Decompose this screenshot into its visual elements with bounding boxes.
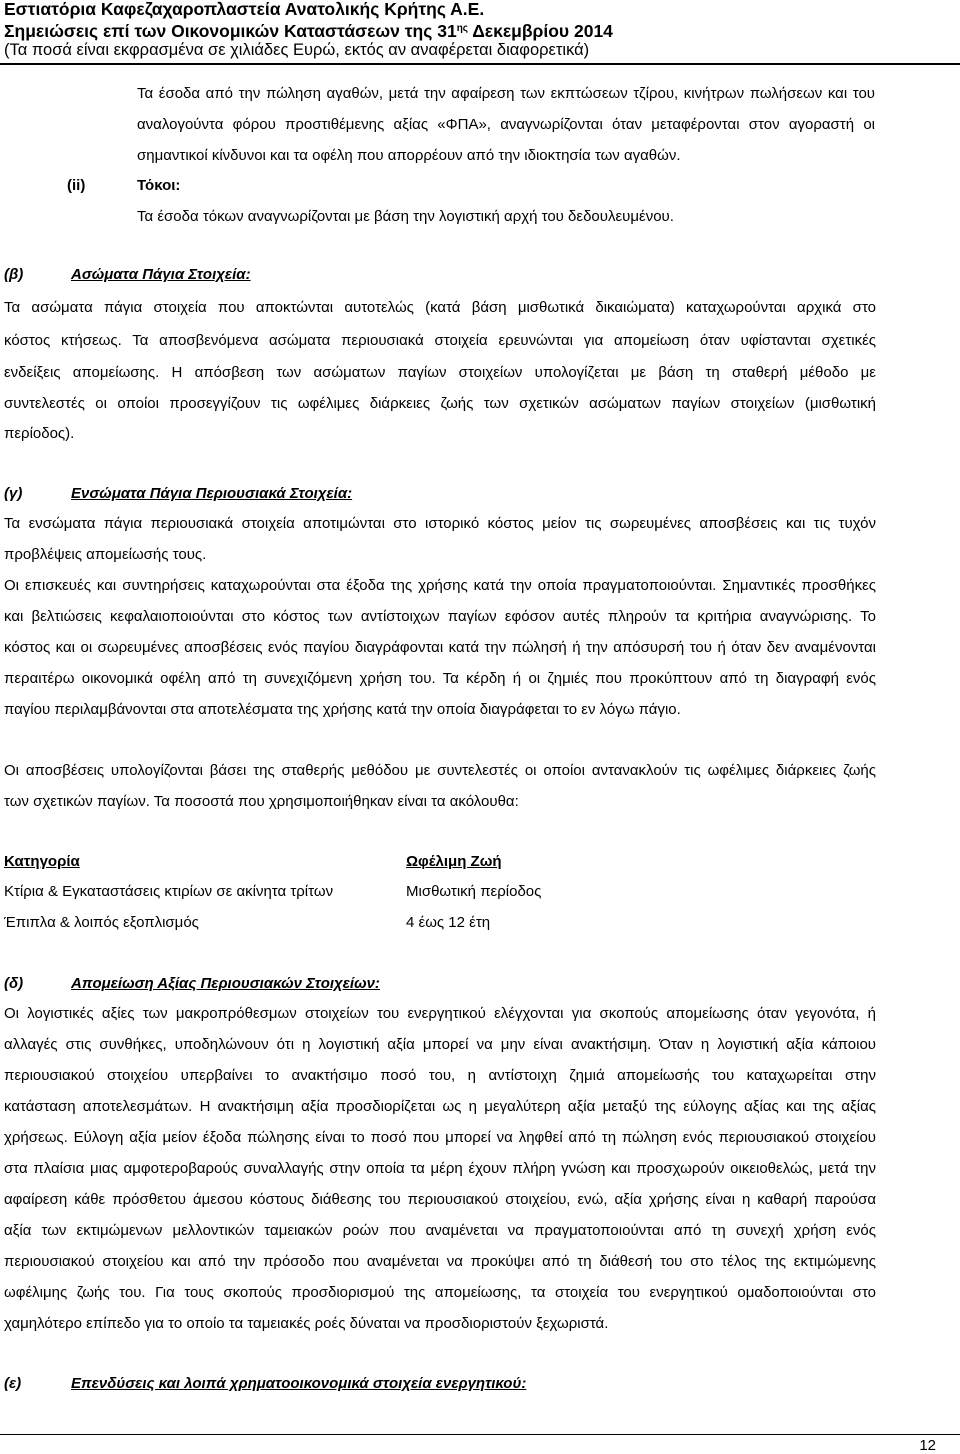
section-d-line-9: περιουσιακού στοιχείου και από την πρόσοδο που αναμένεται να προκύψει από τη διάθεσή του στο τέλος της εκτιμώμενης <box>4 1253 876 1270</box>
section-d-line-3: περιουσιακού στοιχείου υπερβαίνει το ανακτήσιμο ποσό του, η αντίστοιχη ζημιά απομείωσής του καταχωρείται στην <box>4 1067 876 1084</box>
section-d-line-5: χρήσεως. Εύλογη αξία μείον έξοδα πώλησης είναι το ποσό που μπορεί να ληφθεί από τη πώληση ενός περιουσιακού στοιχείου <box>4 1129 876 1146</box>
section-d-line-2: αλλαγές στις συνθήκες, υποδηλώνουν ότι η λογιστική αξία μπορεί να μην είναι ανακτήσιμη. Όταν η λογιστική αξία κάποιου <box>4 1036 876 1053</box>
section-g-p2-line-4: περαιτέρω οικονομικά οφέλη από τη συνεχιζόμενη χρήση του. Τα κέρδη ή οι ζημιές που προκύπτουν από τη διαγραφή ενός <box>4 670 876 687</box>
section-g-p1-line-2: προβλέψεις απομείωσής τους. <box>4 546 207 563</box>
section-d-line-7: αφαίρεση κάθε πρόσθετου άμεσου κόστους διάθεσης του περιουσιακού στοιχείου, ενώ, αξία χρήσης είναι η καθαρή παρούσα <box>4 1191 876 1208</box>
item-number-ii: (ii) <box>67 177 86 194</box>
section-g-p2-line-3: κόστος και οι σωρευμένες αποσβέσεις ενός παγίου διαγράφονται κατά την πώλησή ή την απόσυρσή του ή όταν δεν αναμένονται <box>4 639 876 656</box>
section-g-label: (γ) <box>4 485 23 502</box>
notes-title <box>4 19 613 41</box>
section-g-p3-line-2: των σχετικών παγίων. Τα ποσοστά που χρησιμοποιήθηκαν είναι τα ακόλουθα: <box>4 793 519 810</box>
section-e-title: Επενδύσεις και λοιπά χρηματοοικονομικά στοιχεία ενεργητικού: <box>71 1375 527 1392</box>
footer-rule <box>0 1434 960 1435</box>
section-b-title: Ασώματα Πάγια Στοιχεία: <box>71 266 251 283</box>
section-b-line-4: συντελεστές οι οποίοι προσεγγίζουν τις ωφέλιμες διάρκειες ζωής των σχετικών ασώματων παγίων στοιχείων (μισθωτική <box>4 395 876 412</box>
section-d-label: (δ) <box>4 975 24 992</box>
company-name: Εστιατόρια Καφεζαχαροπλαστεία Ανατολικής Κρήτης Α.Ε. <box>4 0 485 19</box>
header-rule <box>0 63 960 65</box>
section-d-line-10: ωφέλιμης ζωής του. Για τους σκοπούς προσδιορισμού της απομείωσης, τα στοιχεία του ενεργητικού ομαδοποιούνται στο <box>4 1284 876 1301</box>
section-g-p2-line-2: και βελτιώσεις κεφαλαιοποιούνται στο κόστος των αντίστοιχων παγίων εφόσον αυτές πληρούν τα κριτήρια αναγνώρισης. Το <box>4 608 876 625</box>
table-row-1-category: Κτίρια & Εγκαταστάσεις κτιρίων σε ακίνητα τρίτων <box>4 883 334 900</box>
sales-line-3: σημαντικοί κίνδυνοι και τα οφέλη που απορρέουν από την ιδιοκτησία των αγαθών. <box>137 147 681 164</box>
section-d-line-4: κατάσταση αποτελεσμάτων. Η ανακτήσιμη αξία προσδιορίζεται ως η μεγαλύτερη αξία μεταξύ της εύλογης αξίας και της αξίας <box>4 1098 876 1115</box>
section-g-p3-line-1: Οι αποσβέσεις υπολογίζονται βάσει της σταθερής μεθόδου με συντελεστές οι οποίοι αντανακλούν τις ωφέλιμες διάρκειες ζωής <box>4 762 876 779</box>
table-row-1-life: Μισθωτική περίοδος <box>406 883 542 900</box>
notes-title-pre: Σημειώσεις επί των Οικονομικών Καταστάσεων της 31 <box>4 21 457 41</box>
sales-line-2: αναλογούντα φόρου προστιθέμενης αξίας «ΦΠΑ», αναγνωρίζονται όταν μεταφέρονται στον αγοραστή οι <box>137 116 875 133</box>
section-d-line-8: αξία των εκτιμώμενων μελλοντικών ταμειακών ροών που αναμένεται να πραγματοποιούνται από τη συνεχή χρήση ενός <box>4 1222 876 1239</box>
interest-heading: Τόκοι: <box>137 177 181 194</box>
section-d-title: Απομείωση Αξίας Περιουσιακών Στοιχείων: <box>71 975 380 992</box>
section-b-label: (β) <box>4 266 24 283</box>
section-g-title: Ενσώματα Πάγια Περιουσιακά Στοιχεία: <box>71 485 353 502</box>
page-number: 12 <box>919 1437 936 1454</box>
section-b-line-2: κόστος κτήσεως. Τα αποσβενόμενα ασώματα περιουσιακά στοιχεία ερευνώνται για απομείωση όταν υφίστανται σχετικές <box>4 332 876 349</box>
notes-title-sup: ης <box>456 23 468 34</box>
section-g-p2-line-5: παγίου περιλαμβάνονται στα αποτελέσματα της χρήσης κατά την οποία διαγράφεται το εν λόγω πάγιο. <box>4 701 681 718</box>
section-d-line-11: χαμηλότερο επίπεδο για το οποίο τα ταμειακές ροές δύναται να προσδιοριστούν ξεχωριστά. <box>4 1315 609 1332</box>
interest-text: Τα έσοδα τόκων αναγνωρίζονται με βάση την λογιστική αρχή του δεδουλευμένου. <box>137 208 674 225</box>
table-row-2-category: Έπιπλα & λοιπός εξοπλισμός <box>4 914 199 931</box>
section-d-line-1: Οι λογιστικές αξίες των μακροπρόθεσμων στοιχείων του ενεργητικού ελέγχονται για σκοπούς απομείωσης όταν γεγονότα, ή <box>4 1005 876 1022</box>
section-g-p1-line-1: Τα ενσώματα πάγια περιουσιακά στοιχεία αποτιμώνται στο ιστορικό κόστος μείον τις σωρευμένες αποσβέσεις και τις τυχόν <box>4 515 876 532</box>
table-row-2-life: 4 έως 12 έτη <box>406 914 491 931</box>
table-header-category: Κατηγορία <box>4 853 80 870</box>
amounts-note: (Τα ποσά είναι εκφρασμένα σε χιλιάδες Ευρώ, εκτός αν αναφέρεται διαφορετικά) <box>4 41 590 59</box>
sales-line-1: Τα έσοδα από την πώληση αγαθών, μετά την αφαίρεση των εκπτώσεων τζίρου, κινήτρων πωλήσεων και του <box>137 85 875 102</box>
table-header-useful-life: Ωφέλιμη Ζωή <box>406 853 502 870</box>
section-b-line-1: Τα ασώματα πάγια στοιχεία που αποκτώνται αυτοτελώς (κατά βάση μισθωτικά δικαιώματα) καταχωρούνται αρχικά στο <box>4 299 876 316</box>
section-e-label: (ε) <box>4 1375 22 1392</box>
section-g-p2-line-1: Οι επισκευές και συντηρήσεις καταχωρούνται στα έξοδα της χρήσης κατά την οποία πραγματοποιούνται. Σημαντικές προσθήκες <box>4 577 876 594</box>
section-b-line-5: περίοδος). <box>4 425 75 442</box>
notes-title-post: Δεκεμβρίου 2014 <box>468 21 613 41</box>
section-b-line-3: ενδείξεις απομείωσης. Η απόσβεση των ασώματων παγίων στοιχείων υπολογίζεται με βάση τη σταθερή μέθοδο με <box>4 364 876 381</box>
section-d-line-6: στα πλαίσια μιας αμφοτεροβαρούς συναλλαγής στην οποία τα μέρη έχουν πλήρη γνώση και προσχωρούν οικειοθελώς, μετά την <box>4 1160 876 1177</box>
